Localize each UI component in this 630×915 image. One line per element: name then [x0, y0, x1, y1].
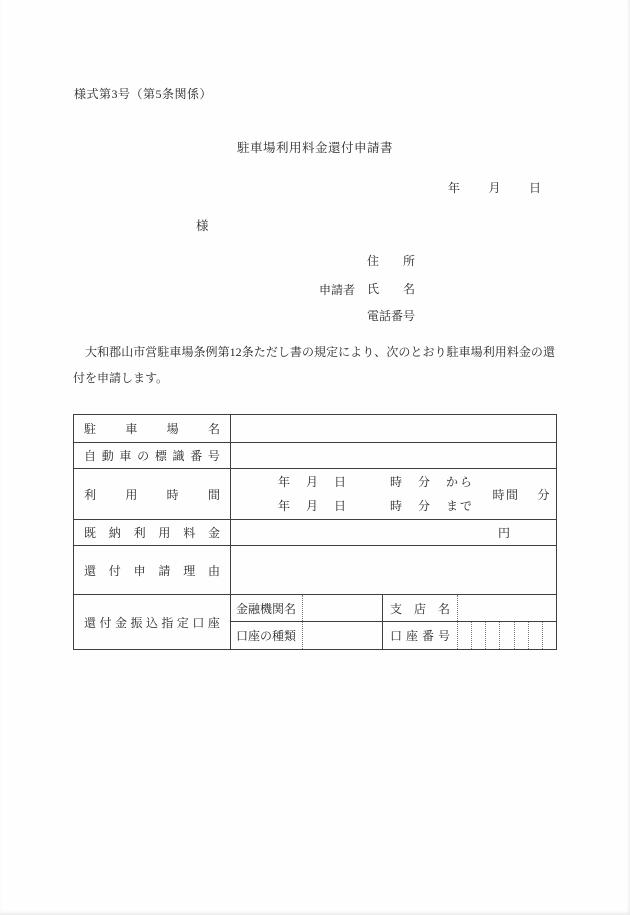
duration-minutes-label: 分	[537, 487, 551, 502]
date-line: 年 月 日	[448, 181, 543, 195]
vehicle-number-label-cell	[74, 443, 231, 469]
refund-application-table	[73, 414, 557, 650]
addressee-suffix: 様	[196, 219, 209, 233]
row-parking-name	[74, 415, 557, 443]
paid-fee-unit: 円	[497, 526, 510, 540]
usage-time-label-cell	[74, 469, 231, 520]
page-title: 駐車場利用料金還付申請書	[236, 141, 393, 155]
refund-reason-value-cell	[231, 546, 557, 595]
usage-time-label: 利 用 時 間	[84, 487, 220, 502]
account-type-label: 口座の種類	[231, 622, 303, 649]
branch-name-label: 支 店 名	[383, 595, 458, 621]
address-label: 住 所	[367, 254, 416, 268]
bank-name-blank	[303, 595, 382, 621]
paid-fee-label-cell	[74, 520, 231, 546]
duration-labels	[492, 486, 556, 503]
branch-name-blank	[458, 595, 556, 621]
form-number: 様式第3号（第5条関係）	[74, 87, 213, 101]
bank-name-label: 金融機関名	[231, 595, 303, 621]
refund-account-label-cell	[74, 595, 231, 650]
vehicle-number-label: 自 動 車 の 標 識 番 号	[84, 449, 220, 463]
applicant-label: 申請者	[319, 282, 356, 297]
paid-fee-label: 既 納 利 用 料 金	[84, 526, 220, 540]
refund-account-label: 還 付 金 振 込 指 定 口 座	[84, 615, 220, 630]
account-type-cell	[231, 622, 382, 649]
row-refund-reason	[74, 546, 557, 595]
row-vehicle-number	[74, 443, 557, 469]
name-label: 氏 名	[367, 281, 416, 296]
paid-fee-value-cell	[231, 520, 557, 546]
refund-account-value-cell	[231, 595, 557, 650]
bank-name-cell	[231, 595, 382, 622]
refund-reason-label: 還 付 申 請 理 由	[84, 563, 220, 578]
parking-name-label-cell	[74, 415, 231, 443]
usage-time-lines	[278, 470, 474, 518]
phone-label: 電話番号	[367, 309, 416, 323]
account-number-digit-boxes	[458, 622, 556, 649]
account-subgrid	[231, 595, 556, 649]
parking-name-value-cell	[231, 415, 557, 443]
row-usage-time	[74, 469, 557, 520]
duration-hours-label: 時間	[492, 487, 520, 502]
account-number-label: 口 座 番 号	[383, 622, 458, 649]
body-paragraph: 大和郡山市営駐車場条例第12条ただし書の規定により、次のとおり駐車場利用料金の還付を申請します。	[73, 345, 555, 385]
usage-from-line: 年 月 日 時 分 から	[278, 475, 475, 489]
branch-name-cell	[382, 595, 556, 622]
usage-to-line: 年 月 日 時 分 まで	[278, 499, 475, 513]
account-type-blank	[303, 622, 382, 649]
parking-name-label: 駐 車 場 名	[84, 422, 220, 436]
row-refund-account	[74, 595, 557, 650]
refund-reason-label-cell	[74, 546, 231, 595]
account-number-cell	[382, 622, 556, 649]
applicant-block	[319, 248, 415, 331]
row-paid-fee	[74, 520, 557, 546]
vehicle-number-value-cell	[231, 443, 557, 469]
usage-time-value-cell	[231, 469, 557, 520]
applicant-fields	[367, 248, 415, 331]
